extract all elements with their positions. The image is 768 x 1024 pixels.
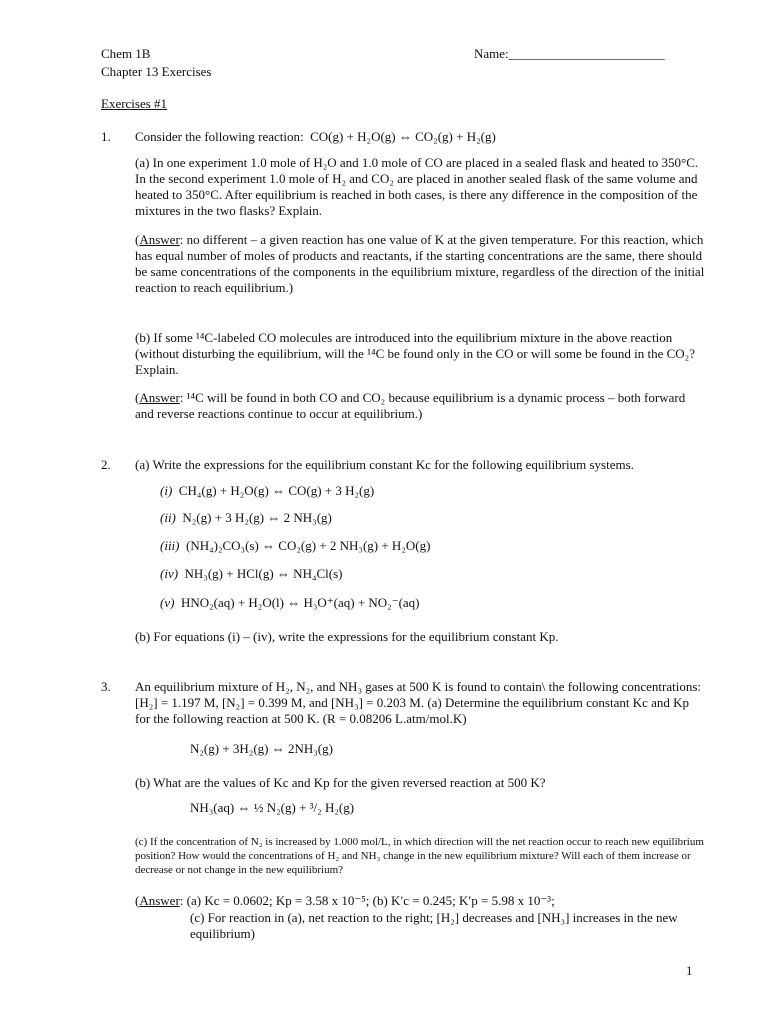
q1a-answer-text: : no different – a given reaction has one value of K at the given temperature. For this reaction, which has equal number of moles of products and reactants, if the starting concentrations are the same, there should be same concentrations of the components in the equilibrium mixture, regardless of the direction of the initial reaction to reach equilibrium.) bbox=[135, 232, 705, 295]
q1-prompt bbox=[135, 129, 496, 145]
q3c-text: (c) If the concentration of N₂ is increased by 1.000 mol/L, in which direction will the net reaction occur to reach new equilibrium position? How would the concentrations of H₂ and NH₃ change in the new equilibrium mixture? Will each of them increase or decrease or not change in the new equilibrium? bbox=[135, 836, 704, 876]
section-heading: Exercises #1 bbox=[101, 96, 168, 111]
q2-eq-v bbox=[160, 595, 420, 611]
q3-eq1: N₂(g) + 3H₂(g) ⇔ 2NH₃(g) bbox=[190, 741, 333, 756]
q1b-text: (b) If some ¹⁴C-labeled CO molecules are introduced into the equilibrium mixture in the above reaction (without disturbing the equilibrium, will the ¹⁴C be found only in the CO or will some be found in the CO₂? Explain. bbox=[135, 330, 695, 377]
q3-answer-line2: (c) For reaction in (a), net reaction to the right; [H₂] decreases and [NH₃] increases in the new equilibrium) bbox=[190, 910, 678, 941]
page-number: 1 bbox=[686, 963, 693, 978]
course-title: Chem 1B bbox=[101, 46, 151, 61]
q1b-answer-label: Answer bbox=[139, 390, 180, 405]
q1a-answer-label: Answer bbox=[139, 232, 180, 247]
q2-eq-v-label: (v) bbox=[160, 595, 175, 610]
q1b-answer-text: : ¹⁴C will be found in both CO and CO₂ because equilibrium is a dynamic process – both forward and reverse reactions continue to occur at equilibrium.) bbox=[135, 390, 686, 421]
q2-eq-iv-label: (iv) bbox=[160, 566, 179, 581]
q1a-answer: (Answer: no different – a given reaction has one value of K at the given temperature. For this reaction, which has equal number of moles of products and reactants, if the starting concentrations are the same, there should be same concentrations of the components in the equilibrium mixture, regardless of the direction of the initial reaction to reach equilibrium.) bbox=[135, 232, 705, 295]
q2a-text: (a) Write the expressions for the equilibrium constant Kc for the following equilibrium systems. bbox=[135, 457, 634, 472]
q2-eq-ii-label: (ii) bbox=[160, 510, 176, 525]
q3-answer-text1: : (a) Kc = 0.0602; Kp = 3.58 x 10⁻⁵; (b) K′c = 0.245; K′p = 5.98 x 10⁻³; bbox=[179, 893, 555, 908]
q3-eq2: NH₃(aq) ⇔ ½ N₂(g) + ³/₂ H₂(g) bbox=[190, 800, 355, 815]
q2-eq-iii bbox=[160, 538, 430, 554]
q2-eq-ii-text: N₂(g) + 3 H₂(g) ⇔ 2 NH₃(g) bbox=[182, 510, 332, 525]
q2-eq-ii bbox=[160, 510, 332, 526]
q2b-text: (b) For equations (i) – (iv), write the expressions for the equilibrium constant Kp. bbox=[135, 629, 559, 644]
name-blank: ________________________ bbox=[508, 46, 665, 61]
q3-number: 3. bbox=[101, 679, 111, 694]
q2-eq-i-label: (i) bbox=[160, 483, 173, 498]
name-label: Name: bbox=[474, 46, 509, 61]
q3-answer-line1: (Answer: (a) Kc = 0.0602; Kp = 3.58 x 10⁻⁵; (b) K′c = 0.245; K′p = 5.98 x 10⁻³; bbox=[135, 893, 555, 908]
q3b-text: (b) What are the values of Kc and Kp for the given reversed reaction at 500 K? bbox=[135, 775, 546, 790]
q1-number: 1. bbox=[101, 129, 111, 144]
q1b-answer: (Answer: ¹⁴C will be found in both CO and CO₂ because equilibrium is a dynamic process – both forward and reverse reactions continue to occur at equilibrium.) bbox=[135, 390, 686, 421]
name-field bbox=[474, 46, 665, 62]
q2-number: 2. bbox=[101, 457, 111, 472]
q2-eq-v-text: HNO₂(aq) + H₂O(l) ⇔ H₃O⁺(aq) + NO₂⁻(aq) bbox=[180, 595, 420, 610]
q1-prompt-text: Consider the following reaction: bbox=[135, 129, 304, 144]
q2-eq-iv bbox=[160, 566, 342, 582]
q3a-text: An equilibrium mixture of H₂, N₂, and NH₃ gases at 500 K is found to contain\ the following concentrations: [H₂] = 1.197 M, [N₂] = 0.399 M, and [NH₃] = 0.203 M. (a) Determine the equilibrium constant Kc and Kp for the following reaction at 500 K. (R = 0.08206 L.atm/mol.K) bbox=[135, 679, 701, 726]
chapter-title: Chapter 13 Exercises bbox=[101, 64, 212, 79]
q2-eq-i-text: CH₄(g) + H₂O(g) ⇔ CO(g) + 3 H₂(g) bbox=[178, 483, 375, 498]
q2-eq-iii-label: (iii) bbox=[160, 538, 180, 553]
q1a-text: (a) In one experiment 1.0 mole of H₂O and 1.0 mole of CO are placed in a sealed flask and heated to 350°C. In the second experiment 1.0 mole of H₂ and CO₂ are placed in another sealed flask of the same volume and heated to 350°C. After equilibrium is reached in both cases, is there any difference in the composition of the mixtures in the two flasks? Explain. bbox=[135, 155, 699, 218]
q2-eq-iv-text: NH₃(g) + HCl(g) ⇔ NH₄Cl(s) bbox=[184, 566, 343, 581]
q1-reaction: CO(g) + H₂O(g) ⇔ CO₂(g) + H₂(g) bbox=[310, 129, 496, 144]
q2-eq-i bbox=[160, 483, 374, 499]
q2-eq-iii-text: (NH₄)₂CO₃(s) ⇔ CO₂(g) + 2 NH₃(g) + H₂O(g) bbox=[186, 538, 431, 553]
q3-answer-label: Answer bbox=[139, 893, 180, 908]
